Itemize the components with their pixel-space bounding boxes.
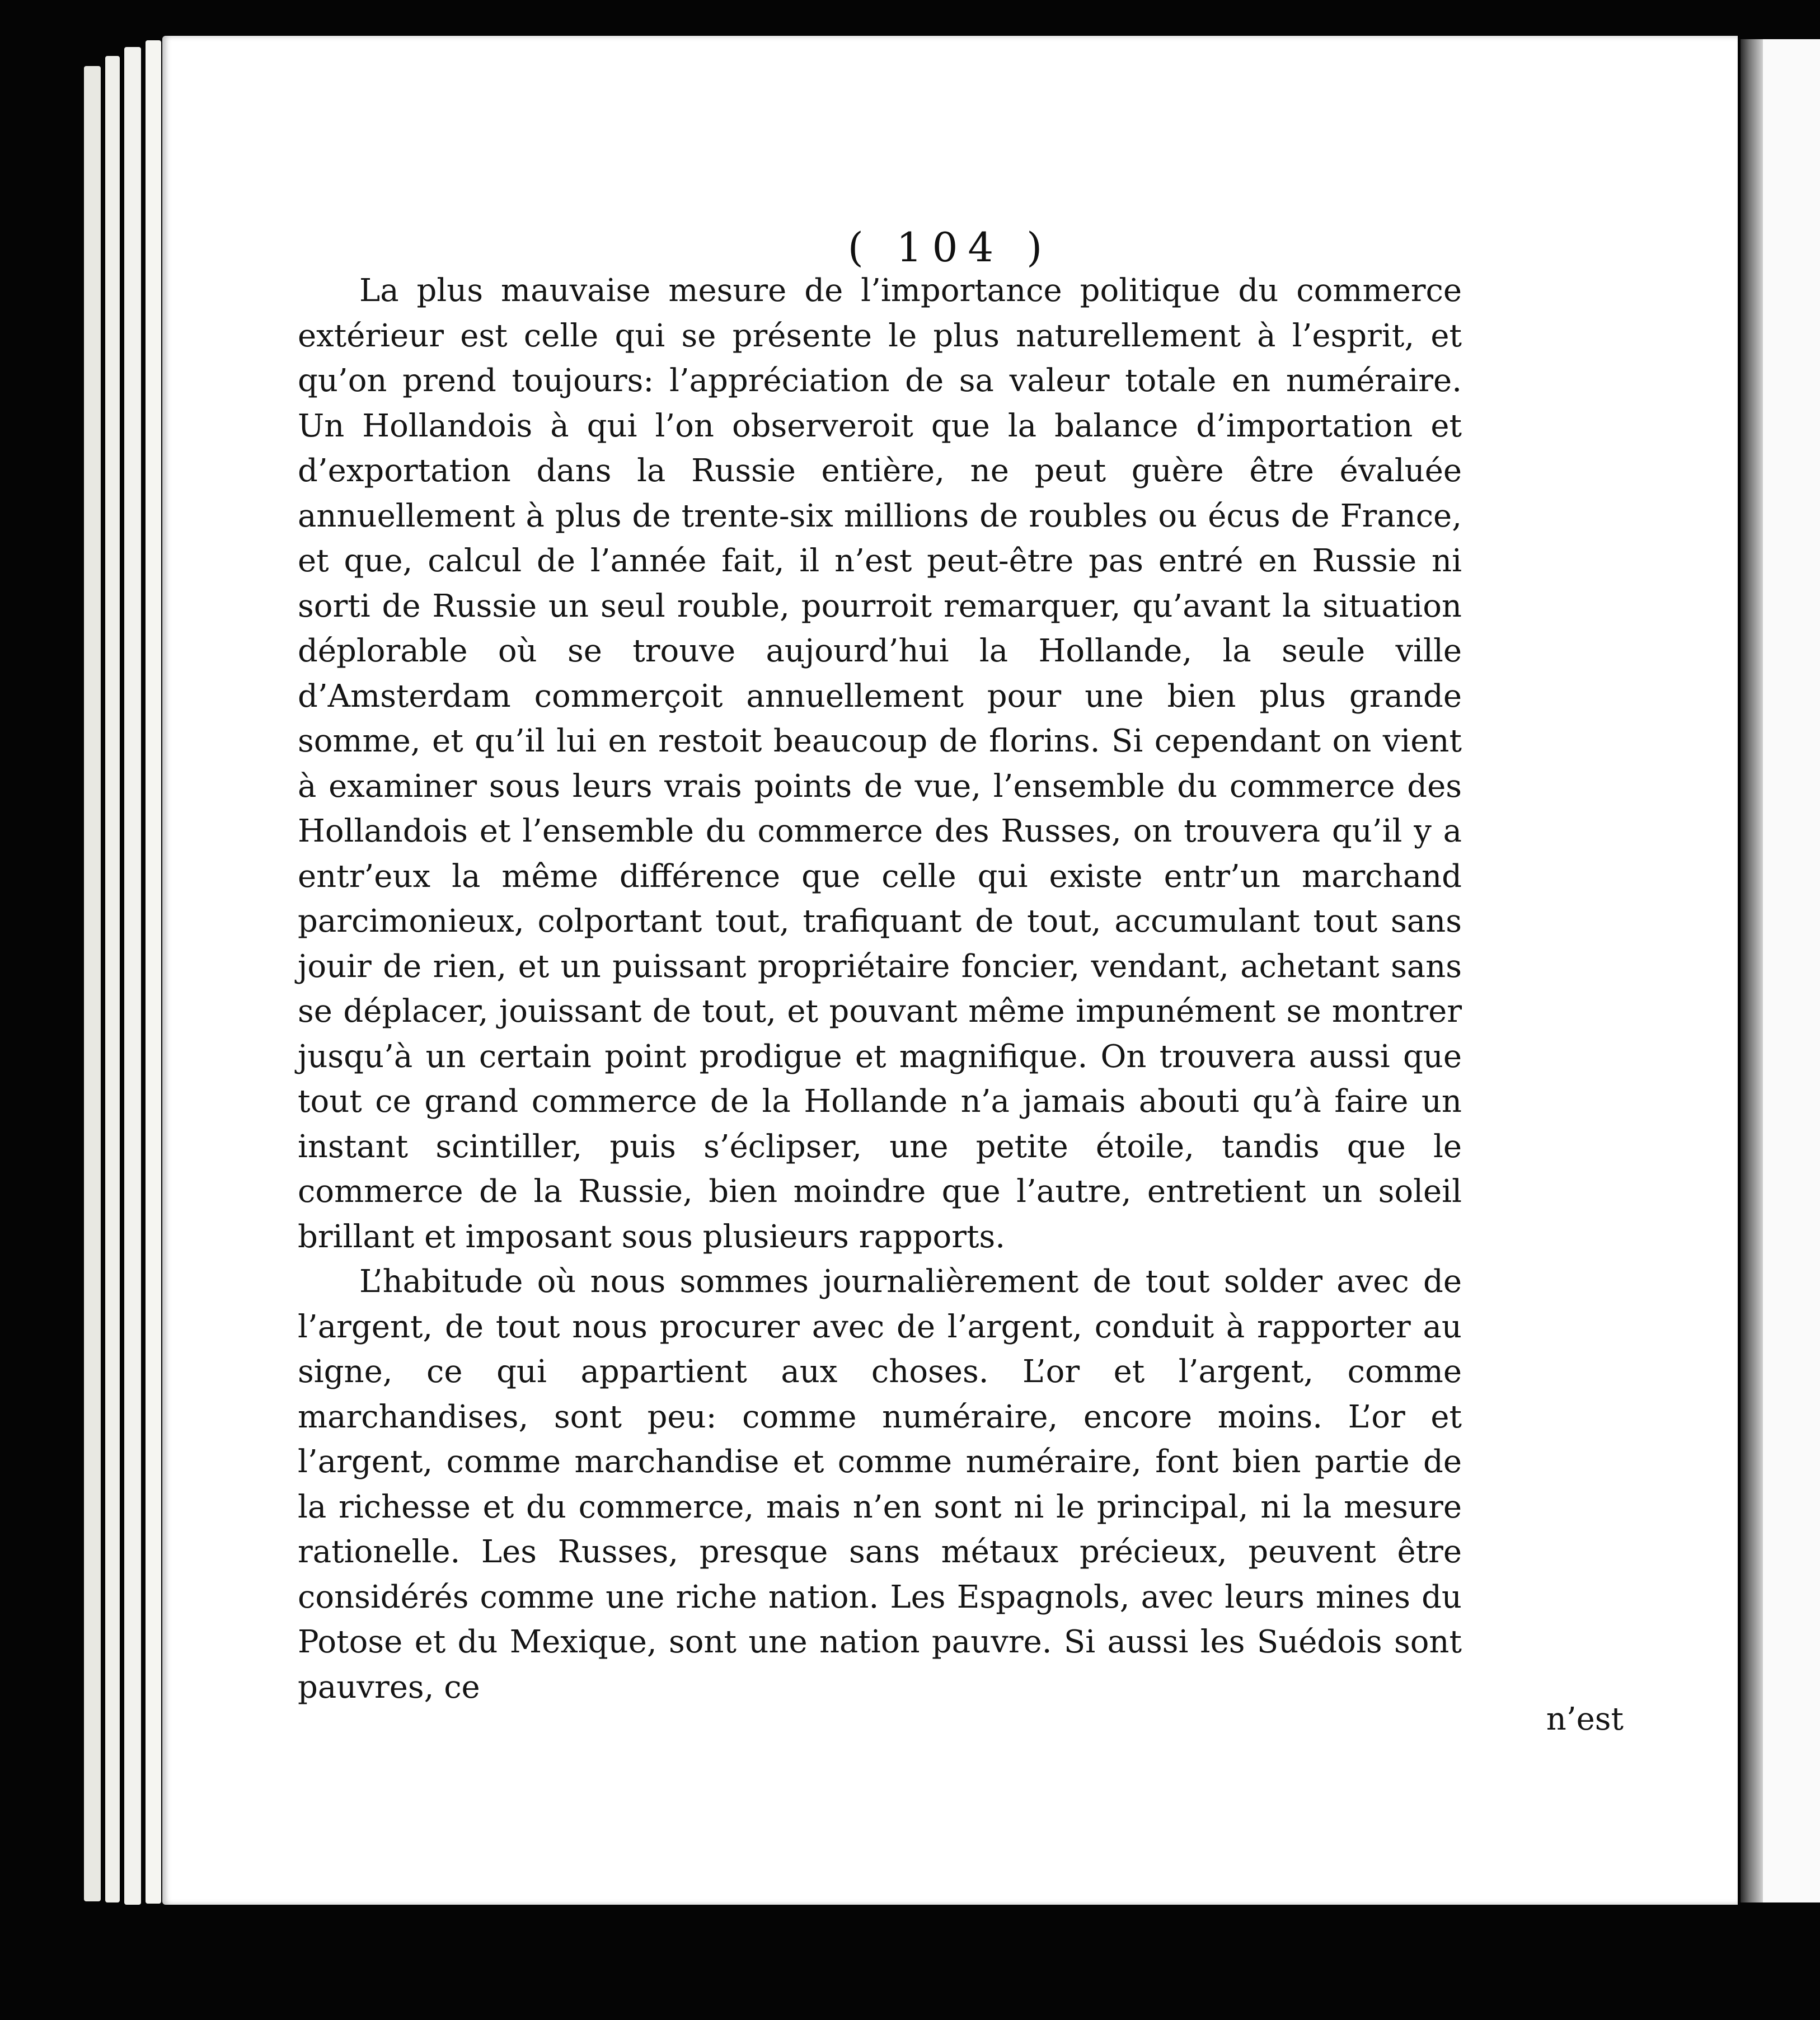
paragraph-2: L’habitude où nous sommes journalièrement de tout solder avec de l’argent, de tout nous procurer avec de l’argent, conduit à rapporter au signe, ce qui appartient aux choses. L’or et l’argent, comme marchandises, sont peu: comme numéraire, encore moins. L’or et l’argent, comme marchandise et comme numéraire, font bien partie de la richesse et du commerce, mais n’en sont ni le principal, ni la mesure rationelle. Les Russes, presque sans métaux précieux, peuvent être considérés comme une riche nation. Les Espagnols, avec leurs mines du Potose et du Mexique, sont une nation pauvre. Si aussi les Suédois sont pauvres, ce (298, 1263, 1462, 1706)
page-edge (84, 66, 101, 1901)
binding-gutter (1741, 39, 1763, 1902)
body-text (298, 269, 1462, 1710)
page-edge (124, 47, 141, 1905)
paragraph-1: La plus mauvaise mesure de l’importance politique du commerce extérieur est celle qui se présente le plus naturellement à l’esprit, et qu’on prend toujours: l’appréciation de sa valeur totale en numéraire. Un Hollandois à qui l’on observeroit que la balance d’importation et d’exportation dans la Russie entière, ne peut guère être évaluée annuellement à plus de trente-six millions de roubles ou écus de France, et que, calcul de l’année fait, il n’est peut-être pas entré en Russie ni sorti de Russie un seul rouble, pourroit remarquer, qu’avant la situation déplorable où se trouve aujourd’hui la Hollande, la seule ville d’Amsterdam commerçoit annuellement pour une bien plus grande somme, et qu’il lui en restoit beaucoup de florins. Si cependant on vient à examiner sous leurs vrais points de vue, l’ensemble du commerce des Hollandois et l’ensemble du commerce des Russes, on trouvera qu’il y a entr’eux la même différence que celle qui existe entr’un marchand parcimonieux, colportant tout, trafiquant de tout, accumulant tout sans jouir de rien, et un puissant propriétaire foncier, vendant, achetant sans se déplacer, jouissant de tout, et pouvant même impunément se montrer jusqu’à un certain point prodigue et magnifique. On trouvera aussi que tout ce grand commerce de la Hollande n’a jamais abouti qu’à faire un instant scintiller, puis s’éclipser, une petite étoile, tandis que le commerce de la Russie, bien moindre que l’autre, entretient un soleil brillant et imposant sous plusieurs rapports. (298, 273, 1462, 1255)
page-edge (146, 40, 161, 1904)
page-edge (105, 56, 120, 1902)
page-number: ( 104 ) (847, 224, 1053, 271)
facing-page-edge (1763, 39, 1820, 1902)
catchword: n’est (1546, 1701, 1624, 1737)
